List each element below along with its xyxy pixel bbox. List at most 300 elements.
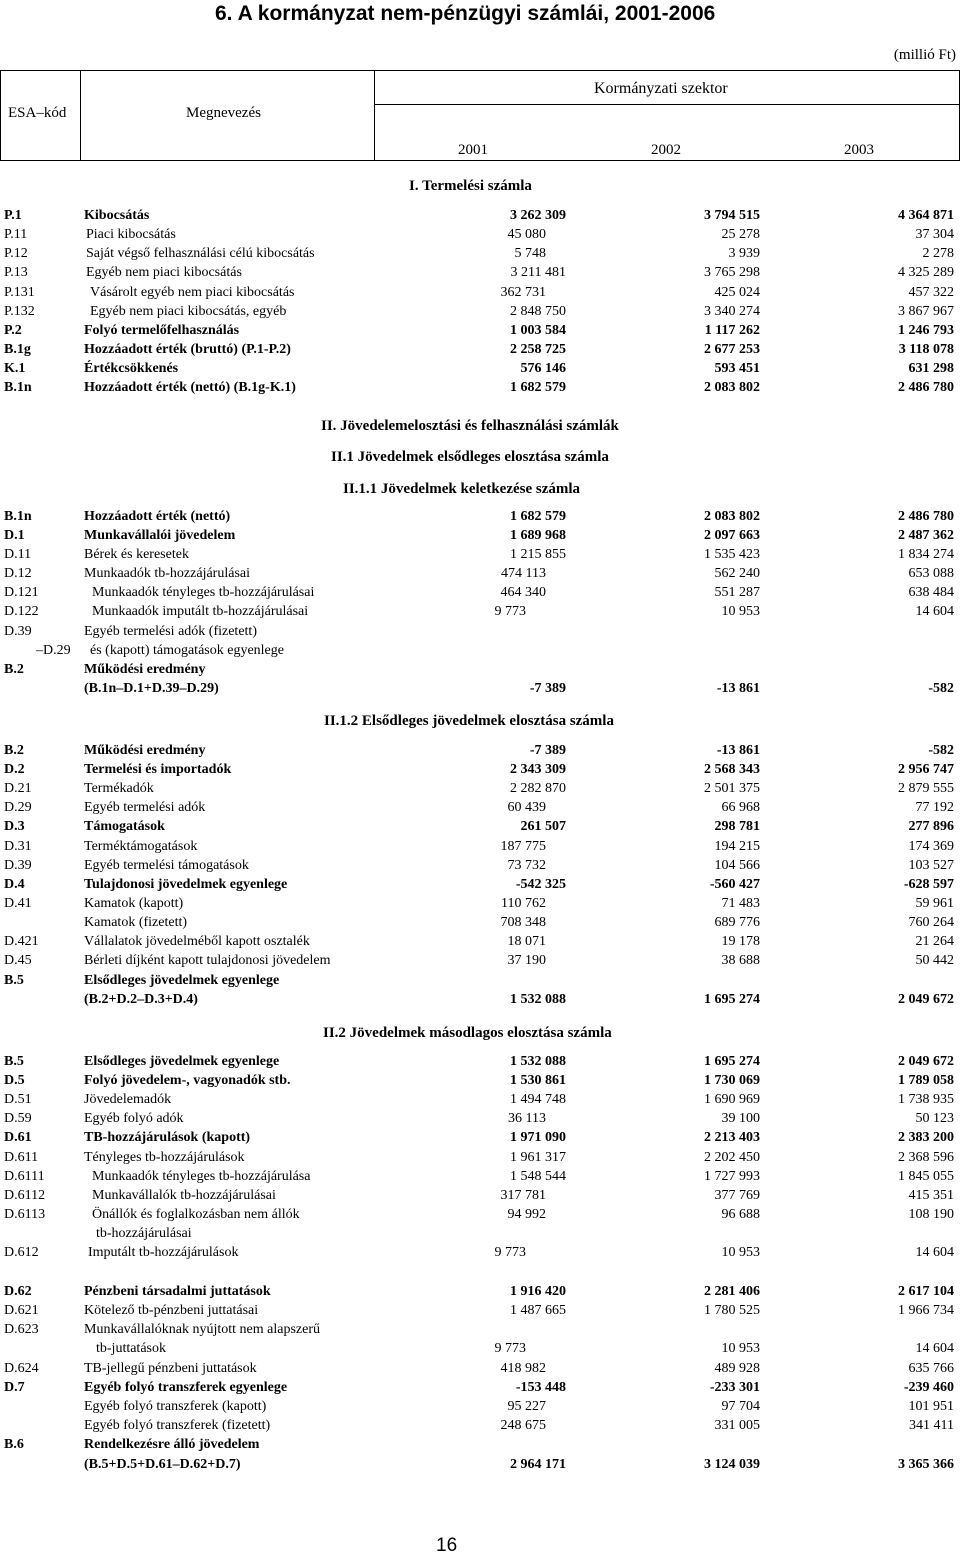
value-2002: 2 501 375 [704, 781, 760, 796]
row-label: Kamatok (fizetett) [84, 915, 188, 930]
row-label: Egyéb nem piaci kibocsátás, egyéb [90, 304, 287, 319]
row-label: Rendelkezésre álló jövedelem [84, 1437, 260, 1452]
value-2002: 551 287 [714, 585, 760, 600]
table-row [0, 1073, 960, 1092]
esa-code: D.7 [4, 1380, 25, 1395]
header-year-2001: 2001 [458, 142, 488, 158]
row-label: Piaci kibocsátás [86, 227, 176, 242]
table-row [0, 662, 960, 681]
table-row [0, 819, 960, 838]
row-label: Terméktámogatások [84, 839, 198, 854]
row-label: tb-hozzájárulásai [96, 1226, 192, 1241]
esa-code: P.131 [4, 285, 35, 300]
row-label: Munkaadók tb-hozzájárulásai [84, 566, 250, 581]
row-label: Hozzáadott érték (bruttó) (P.1-P.2) [84, 342, 291, 357]
table-row [0, 1226, 960, 1245]
esa-code: D.11 [4, 547, 32, 562]
value-2002: -13 861 [716, 743, 760, 758]
value-2001: 1 215 855 [510, 547, 566, 562]
table-row [0, 1150, 960, 1169]
row-label: Munkavállalóknak nyújtott nem alapszerű [84, 1322, 320, 1337]
row-label: Hozzáadott érték (nettó) (B.1g-K.1) [84, 380, 296, 395]
value-2002: 39 100 [721, 1111, 760, 1126]
esa-code: D.623 [4, 1322, 39, 1337]
row-label: Kibocsátás [84, 208, 150, 223]
value-2002: 10 953 [721, 1341, 760, 1356]
section-title: I. Termelési számla [409, 178, 532, 194]
table-row [0, 953, 960, 972]
row-label: Vásárolt egyéb nem piaci kibocsátás [90, 285, 295, 300]
table-row [0, 1054, 960, 1073]
value-2002: 2 202 450 [704, 1150, 760, 1165]
value-2002: 66 968 [721, 800, 760, 815]
esa-code: D.59 [4, 1111, 32, 1126]
table-row [0, 1341, 960, 1360]
value-2003: 415 351 [908, 1188, 954, 1203]
row-label: és (kapott) támogatások egyenlege [90, 643, 284, 658]
value-2003: 2 487 362 [898, 528, 954, 543]
value-2002: 331 005 [714, 1418, 760, 1433]
value-2001: 1 916 420 [510, 1284, 566, 1299]
section-title: II.2 Jövedelmek másodlagos elosztása számla [323, 1025, 612, 1041]
table-row [0, 1207, 960, 1226]
value-2001: 708 348 [500, 915, 546, 930]
value-2001: 1 530 861 [510, 1073, 566, 1088]
value-2003: 653 088 [908, 566, 954, 581]
value-2002: 1 117 262 [704, 323, 760, 338]
value-2003: 2 383 200 [898, 1130, 954, 1145]
esa-code: P.11 [4, 227, 28, 242]
value-2003: 1 966 734 [898, 1303, 954, 1318]
value-2001: 9 773 [494, 1341, 526, 1356]
value-2003: 50 123 [915, 1111, 954, 1126]
esa-code: D.51 [4, 1092, 32, 1107]
value-2001: 95 227 [507, 1399, 546, 1414]
table-row [0, 800, 960, 819]
table-row [0, 1284, 960, 1303]
table-row [0, 934, 960, 953]
page-title: 6. A kormányzat nem-pénzügyi számlái, 2001-2006 [215, 2, 716, 25]
page-number: 16 [436, 1535, 458, 1556]
table-row [0, 1418, 960, 1437]
value-2003: 2 049 672 [898, 1054, 954, 1069]
table-row [0, 604, 960, 623]
value-2002: 71 483 [721, 896, 760, 911]
value-2001: 418 982 [500, 1361, 546, 1376]
row-label: Bérek és keresetek [84, 547, 189, 562]
esa-code: D.6112 [4, 1188, 46, 1203]
value-2001: -542 325 [515, 877, 566, 892]
row-label: Munkavállalók tb-hozzájárulásai [92, 1188, 276, 1203]
row-label: Egyéb termelési adók [84, 800, 206, 815]
value-2003: 37 304 [915, 227, 954, 242]
value-2002: 1 695 274 [704, 1054, 760, 1069]
value-2003: 3 867 967 [898, 304, 954, 319]
value-2001: 45 080 [507, 227, 546, 242]
value-2003: 4 364 871 [898, 208, 954, 223]
value-2001: 2 848 750 [510, 304, 566, 319]
table-row [0, 304, 960, 323]
value-2002: 2 213 403 [704, 1130, 760, 1145]
row-label: Folyó jövedelem-, vagyonadók stb. [84, 1073, 291, 1088]
esa-code: D.6113 [4, 1207, 46, 1222]
value-2001: 248 675 [500, 1418, 546, 1433]
esa-code: D.612 [4, 1245, 39, 1260]
value-2001: 36 113 [508, 1111, 546, 1126]
value-2003: 2 486 780 [898, 380, 954, 395]
section-title: II.1.2 Elsődleges jövedelmek elosztása számla [324, 713, 614, 729]
value-2001: 464 340 [500, 585, 546, 600]
header-border-left [0, 70, 1, 160]
row-label: Bérleti díjként kapott tulajdonosi jövedelem [84, 953, 331, 968]
esa-code: B.2 [4, 662, 24, 677]
value-2003: 631 298 [908, 361, 954, 376]
table-row [0, 1111, 960, 1130]
table-row [0, 624, 960, 643]
row-label: Értékcsökkenés [84, 361, 179, 376]
value-2002: 96 688 [721, 1207, 760, 1222]
esa-code: D.1 [4, 528, 25, 543]
value-2003: 2 368 596 [898, 1150, 954, 1165]
table-row [0, 380, 960, 399]
value-2001: 1 494 748 [510, 1092, 566, 1107]
value-2003: 1 789 058 [898, 1073, 954, 1088]
value-2002: 2 083 802 [704, 380, 760, 395]
row-label: Elsődleges jövedelmek egyenlege [84, 1054, 280, 1069]
table-row [0, 509, 960, 528]
row-label: Pénzbeni társadalmi juttatások [84, 1284, 271, 1299]
table-row [0, 265, 960, 284]
table-row [0, 1188, 960, 1207]
esa-code: D.4 [4, 877, 25, 892]
esa-code: B.5 [4, 1054, 24, 1069]
value-2002: 2 097 663 [704, 528, 760, 543]
row-label: Egyéb folyó transzferek egyenlege [84, 1380, 288, 1395]
value-2001: 2 282 870 [510, 781, 566, 796]
value-2003: -628 597 [903, 877, 954, 892]
value-2002: 3 124 039 [704, 1457, 760, 1472]
value-2002: 1 727 993 [704, 1169, 760, 1184]
row-label: Egyéb termelési adók (fizetett) [84, 624, 257, 639]
value-2002: 377 769 [714, 1188, 760, 1203]
value-2002: 38 688 [721, 953, 760, 968]
table-row [0, 973, 960, 992]
row-label: Kamatok (kapott) [84, 896, 184, 911]
row-label: (B.2+D.2–D.3+D.4) [84, 992, 198, 1007]
row-label: Munkaadók imputált tb-hozzájárulásai [92, 604, 309, 619]
row-label: Egyéb folyó adók [84, 1111, 184, 1126]
value-2002: 2 677 253 [704, 342, 760, 357]
value-2003: 174 369 [908, 839, 954, 854]
esa-code: D.2 [4, 762, 25, 777]
header-esa-code: ESA–kód [8, 105, 67, 121]
value-2003: 3 118 078 [898, 342, 954, 357]
esa-code: D.31 [4, 839, 32, 854]
esa-code: D.62 [4, 1284, 32, 1299]
value-2001: 1 682 579 [510, 509, 566, 524]
esa-code: D.61 [4, 1130, 32, 1145]
esa-code: B.6 [4, 1437, 24, 1452]
value-2003: 14 604 [915, 1245, 954, 1260]
esa-code: D.121 [4, 585, 39, 600]
row-label: Imputált tb-hozzájárulások [88, 1245, 239, 1260]
esa-code: P.12 [4, 246, 28, 261]
table-row [0, 1169, 960, 1188]
esa-code: D.45 [4, 953, 32, 968]
value-2001: 1 532 088 [510, 1054, 566, 1069]
header-rule-top [0, 70, 960, 71]
row-label: Tulajdonosi jövedelmek egyenlege [84, 877, 288, 892]
row-label: Egyéb folyó transzferek (kapott) [84, 1399, 267, 1414]
value-2001: 5 748 [514, 246, 546, 261]
row-label: Kötelező tb-pénzbeni juttatásai [84, 1303, 259, 1318]
esa-code: P.2 [4, 323, 22, 338]
value-2003: -582 [928, 743, 954, 758]
table-row [0, 208, 960, 227]
esa-code: B.2 [4, 743, 24, 758]
value-2001: 576 146 [520, 361, 566, 376]
value-2001: 18 071 [507, 934, 546, 949]
header-rule-bottom [0, 160, 960, 161]
value-2003: 1 738 935 [898, 1092, 954, 1107]
esa-code: D.624 [4, 1361, 39, 1376]
value-2001: 94 992 [507, 1207, 546, 1222]
value-2003: 101 951 [908, 1399, 954, 1414]
table-row [0, 743, 960, 762]
row-label: (B.5+D.5+D.61–D.62+D.7) [84, 1457, 241, 1472]
value-2003: 4 325 289 [898, 265, 954, 280]
table-row [0, 1361, 960, 1380]
value-2003: 2 879 555 [898, 781, 954, 796]
value-2003: 2 617 104 [898, 1284, 954, 1299]
value-2001: 2 258 725 [510, 342, 566, 357]
table-row [0, 246, 960, 265]
value-2002: 2 083 802 [704, 509, 760, 524]
row-label: Munkaadók tényleges tb-hozzájárulása [92, 1169, 311, 1184]
value-2003: 1 845 055 [898, 1169, 954, 1184]
esa-code: –D.29 [36, 643, 71, 658]
value-2002: 3 765 298 [704, 265, 760, 280]
table-row [0, 227, 960, 246]
esa-code: D.39 [4, 624, 32, 639]
value-2003: 50 442 [915, 953, 954, 968]
value-2003: 760 264 [908, 915, 954, 930]
table-row [0, 1245, 960, 1264]
value-2002: 2 281 406 [704, 1284, 760, 1299]
value-2002: -233 301 [709, 1380, 760, 1395]
value-2002: 19 178 [721, 934, 760, 949]
table-row [0, 1303, 960, 1322]
value-2002: 25 278 [721, 227, 760, 242]
value-2003: 108 190 [908, 1207, 954, 1222]
header-year-2003: 2003 [844, 142, 874, 158]
value-2003: 59 961 [915, 896, 954, 911]
table-row [0, 896, 960, 915]
row-label: Termékadók [84, 781, 154, 796]
row-label: Munkaadók tényleges tb-hozzájárulásai [92, 585, 315, 600]
value-2001: 110 762 [501, 896, 546, 911]
esa-code: D.421 [4, 934, 39, 949]
table-row [0, 1130, 960, 1149]
row-label: Működési eredmény [84, 662, 206, 677]
value-2003: 341 411 [909, 1418, 954, 1433]
table-row [0, 992, 960, 1011]
table-row [0, 1322, 960, 1341]
row-label: Támogatások [84, 819, 165, 834]
table-row [0, 1437, 960, 1456]
section-title: II.1 Jövedelmek elsődleges elosztása számla [331, 449, 609, 465]
value-2002: 3 794 515 [704, 208, 760, 223]
header-divider-code [80, 70, 81, 160]
esa-code: B.1g [4, 342, 31, 357]
row-label: tb-juttatások [96, 1341, 166, 1356]
header-name: Megnevezés [186, 105, 261, 121]
table-row [0, 1399, 960, 1418]
value-2002: 10 953 [721, 604, 760, 619]
value-2001: 1 532 088 [510, 992, 566, 1007]
table-row [0, 781, 960, 800]
value-2003: -582 [928, 681, 954, 696]
table-row [0, 643, 960, 662]
row-label: Működési eredmény [84, 743, 206, 758]
value-2003: 2 278 [922, 246, 954, 261]
esa-code: D.5 [4, 1073, 25, 1088]
esa-code: D.6111 [4, 1169, 45, 1184]
table-row [0, 1457, 960, 1476]
section-title: II. Jövedelemelosztási és felhasználási számlák [321, 418, 619, 434]
value-2003: 638 484 [908, 585, 954, 600]
row-label: Egyéb nem piaci kibocsátás [86, 265, 242, 280]
esa-code: D.39 [4, 858, 32, 873]
header-sector: Kormányzati szektor [594, 80, 728, 97]
row-label: Önállók és foglalkozásban nem állók [92, 1207, 300, 1222]
value-2001: 187 775 [500, 839, 546, 854]
value-2003: 14 604 [915, 1341, 954, 1356]
value-2001: -7 389 [529, 681, 566, 696]
esa-code: D.21 [4, 781, 32, 796]
value-2002: 1 730 069 [704, 1073, 760, 1088]
row-label: (B.1n–D.1+D.39–D.29) [84, 681, 219, 696]
value-2001: 3 211 481 [510, 265, 566, 280]
value-2003: 2 049 672 [898, 992, 954, 1007]
value-2001: 2 343 309 [510, 762, 566, 777]
table-row [0, 1092, 960, 1111]
value-2003: 14 604 [915, 604, 954, 619]
value-2001: 362 731 [500, 285, 546, 300]
row-label: Tényleges tb-hozzájárulások [84, 1150, 245, 1165]
row-label: Egyéb folyó transzferek (fizetett) [84, 1418, 271, 1433]
table-row [0, 566, 960, 585]
table-row [0, 681, 960, 700]
value-2001: 1 682 579 [510, 380, 566, 395]
value-2002: 97 704 [721, 1399, 760, 1414]
value-2002: 1 780 525 [704, 1303, 760, 1318]
value-2001: 1 487 665 [510, 1303, 566, 1318]
value-2001: 73 732 [507, 858, 546, 873]
row-label: Jövedelemadók [84, 1092, 172, 1107]
esa-code: K.1 [4, 361, 26, 376]
row-label: Munkavállalói jövedelem [84, 528, 236, 543]
value-2001: 1 548 544 [510, 1169, 566, 1184]
esa-code: D.122 [4, 604, 39, 619]
table-row [0, 323, 960, 342]
table-row [0, 915, 960, 934]
value-2003: 635 766 [908, 1361, 954, 1376]
value-2003: 277 896 [908, 819, 954, 834]
esa-code: P.1 [4, 208, 22, 223]
table-row [0, 1380, 960, 1399]
value-2001: 3 262 309 [510, 208, 566, 223]
value-2003: -239 460 [903, 1380, 954, 1395]
value-2002: 1 690 969 [704, 1092, 760, 1107]
row-label: TB-hozzájárulások (kapott) [84, 1130, 251, 1145]
esa-code: B.1n [4, 380, 32, 395]
value-2002: 1 535 423 [704, 547, 760, 562]
unit-label: (millió Ft) [893, 47, 956, 63]
value-2001: 261 507 [520, 819, 566, 834]
value-2001: 9 773 [494, 1245, 526, 1260]
value-2002: 425 024 [714, 285, 760, 300]
table-row [0, 528, 960, 547]
value-2001: 60 439 [507, 800, 546, 815]
value-2002: 2 568 343 [704, 762, 760, 777]
esa-code: D.12 [4, 566, 32, 581]
esa-code: B.1n [4, 509, 32, 524]
row-label: Folyó termelőfelhasználás [84, 323, 240, 338]
value-2002: 489 928 [714, 1361, 760, 1376]
value-2001: 317 781 [500, 1188, 546, 1203]
value-2002: 104 566 [714, 858, 760, 873]
header-rule-sector [374, 104, 960, 105]
esa-code: D.3 [4, 819, 25, 834]
table-row [0, 285, 960, 304]
value-2001: -153 448 [515, 1380, 566, 1395]
value-2002: -560 427 [709, 877, 760, 892]
row-label: TB-jellegű pénzbeni juttatások [84, 1361, 257, 1376]
value-2003: 2 486 780 [898, 509, 954, 524]
value-2003: 457 322 [908, 285, 954, 300]
esa-code: D.41 [4, 896, 32, 911]
value-2001: 1 003 584 [510, 323, 566, 338]
table-row [0, 547, 960, 566]
value-2002: 3 340 274 [704, 304, 760, 319]
value-2003: 1 246 793 [898, 323, 954, 338]
value-2002: 3 939 [728, 246, 760, 261]
esa-code: P.13 [4, 265, 28, 280]
table-row [0, 877, 960, 896]
row-label: Vállalatok jövedelméből kapott osztalék [84, 934, 310, 949]
value-2003: 1 834 274 [898, 547, 954, 562]
row-label: Saját végső felhasználási célú kibocsátás [86, 246, 315, 261]
value-2001: 9 773 [494, 604, 526, 619]
row-label: Elsődleges jövedelmek egyenlege [84, 973, 280, 988]
header-year-2002: 2002 [651, 142, 681, 158]
section-title: II.1.1 Jövedelmek keletkezése számla [343, 481, 581, 497]
value-2001: 1 689 968 [510, 528, 566, 543]
value-2002: 1 695 274 [704, 992, 760, 1007]
value-2003: 103 527 [908, 858, 954, 873]
table-row [0, 839, 960, 858]
table-row [0, 585, 960, 604]
value-2003: 77 192 [915, 800, 954, 815]
esa-code: D.621 [4, 1303, 39, 1318]
esa-code: P.132 [4, 304, 35, 319]
value-2001: 1 971 090 [510, 1130, 566, 1145]
value-2002: 593 451 [714, 361, 760, 376]
header-divider-name [374, 70, 375, 160]
value-2002: 562 240 [714, 566, 760, 581]
table-row [0, 762, 960, 781]
